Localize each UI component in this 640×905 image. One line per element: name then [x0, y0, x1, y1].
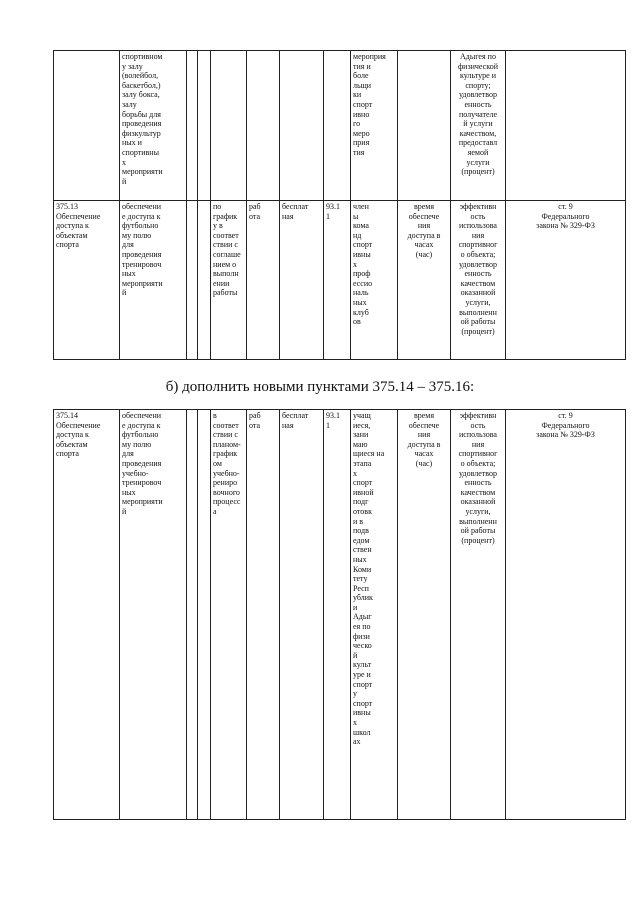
empty-cell: [198, 410, 211, 820]
service-name-cell: 375.14 Обеспечение доступа к объектам спорта: [54, 410, 120, 820]
service-content-cell: спортивном у залу (волейбол, баскетбол,) залу бокса, залу борьбы для проведения физкультур ных и спортивны х мероприяти й: [120, 51, 187, 201]
empty-cell: [198, 201, 211, 360]
empty-cell: [187, 51, 198, 201]
empty-cell: [187, 410, 198, 820]
consumer-cell: мероприя тия и боле льщи ки спорт ивно го меро прия тия: [351, 51, 398, 201]
amendment-heading: б) дополнить новыми пунктами 375.14 – 375.16:: [165, 379, 475, 395]
type-cell: раб ота: [247, 201, 280, 360]
price-cell: бесплат ная: [280, 410, 324, 820]
volume-indicator-cell: время обеспече ния доступа в часах (час): [398, 201, 451, 360]
legal-basis-cell: [506, 51, 626, 201]
services-table-bottom: [53, 409, 626, 820]
type-cell: [247, 51, 280, 201]
service-content-cell: обеспечени е доступа к футбольно му полю для проведения тренировоч ных мероприяти й: [120, 201, 187, 360]
services-table-top: [53, 50, 626, 360]
service-name-cell: 375.13 Обеспечение доступа к объектам спорта: [54, 201, 120, 360]
price-cell: бесплат ная: [280, 201, 324, 360]
schedule-cell: по график у в соответ ствии с соглаше нием о выполн ении работы: [211, 201, 247, 360]
table-row: [54, 410, 626, 820]
legal-basis-cell: ст. 9 Федерального закона № 329-ФЗ: [506, 410, 626, 820]
table-row: [54, 51, 626, 201]
price-cell: [280, 51, 324, 201]
legal-basis-cell: ст. 9 Федерального закона № 329-ФЗ: [506, 201, 626, 360]
consumer-cell: член ы кома нд спорт ивны х проф ессио наль ных клуб ов: [351, 201, 398, 360]
schedule-cell: в соответ ствии с планом- график ом учебно- рениро вочного процесс а: [211, 410, 247, 820]
empty-cell: [187, 201, 198, 360]
okved-code-cell: 93.1 1: [324, 201, 351, 360]
service-name-cell: [54, 51, 120, 201]
empty-cell: [198, 51, 211, 201]
consumer-cell: учащ иеся, зани маю щиеся на этапа х спорт ивной подг отовк и в подв едом ствен ных Коми тету Респ ублик и Адыг ея по физи ческо й культ уре и спорт у спорт ивны х школ ах: [351, 410, 398, 820]
volume-indicator-cell: [398, 51, 451, 201]
quality-indicator-cell: Адыгея по физической культуре и спорту; удовлетвор енность получателе й услуги качеством, предоставл яемой услуги (процент): [451, 51, 506, 201]
schedule-cell: [211, 51, 247, 201]
volume-indicator-cell: время обеспече ния доступа в часах (час): [398, 410, 451, 820]
quality-indicator-cell: эффективн ость использова ния спортивног о объекта; удовлетвор енность качеством оказанной услуги, выполненн ой работы (процент): [451, 201, 506, 360]
quality-indicator-cell: эффективн ость использова ния спортивног о объекта; удовлетвор енность качеством оказанной услуги, выполненн ой работы (процент): [451, 410, 506, 820]
type-cell: раб ота: [247, 410, 280, 820]
service-content-cell: обеспечени е доступа к футбольно му полю для проведения учебно- тренировоч ных мероприяти й: [120, 410, 187, 820]
okved-code-cell: 93.1 1: [324, 410, 351, 820]
table-row: [54, 201, 626, 360]
okved-code-cell: [324, 51, 351, 201]
